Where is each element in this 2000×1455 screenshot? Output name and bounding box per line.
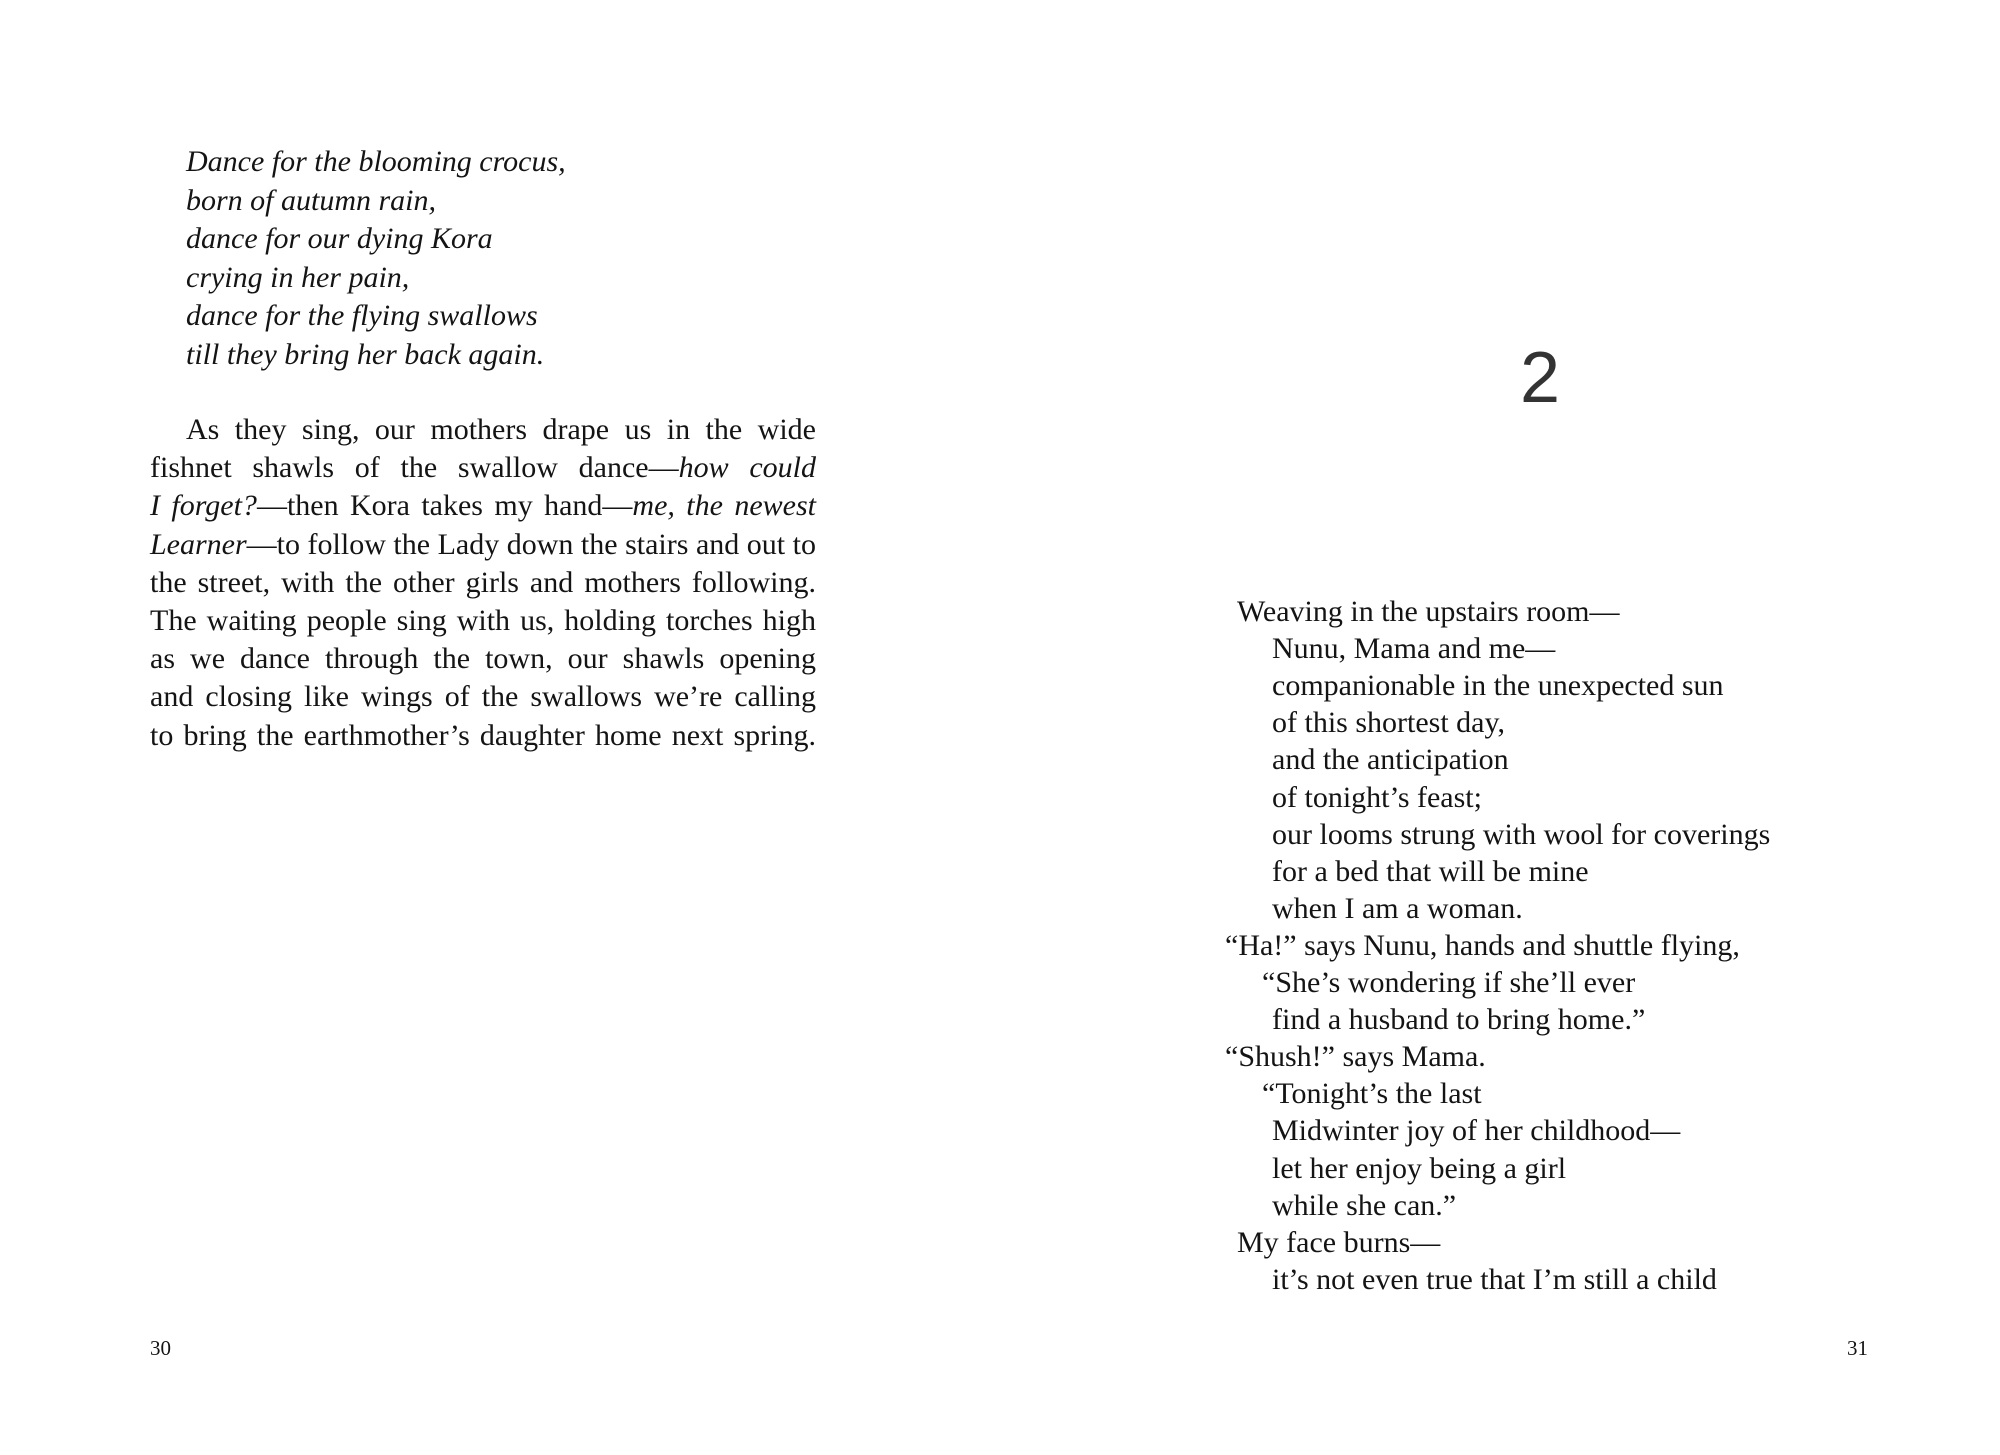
prose-text: —then Kora takes my hand— <box>256 489 633 523</box>
prose-text: the street, with the other girls and mothers following. <box>150 565 816 599</box>
prose-line <box>150 564 816 602</box>
poem-line: and the anticipation <box>1272 743 1509 777</box>
poem-line: our looms strung with wool for coverings <box>1272 817 1771 851</box>
verse-line: dance for the flying swallows <box>186 299 538 332</box>
prose-line <box>150 717 816 755</box>
prose-line <box>150 602 816 640</box>
prose-italic-text: me, the newest <box>632 489 816 523</box>
poem-line: of tonight’s feast; <box>1272 780 1482 814</box>
prose-line <box>150 678 816 716</box>
prose-text: to bring the earthmother’s daughter home next spring. <box>150 718 816 752</box>
prose-line <box>150 640 816 678</box>
verse-line: crying in her pain, <box>186 260 410 294</box>
verse-line: Dance for the blooming crocus, <box>186 145 566 178</box>
poem-line: for a bed that will be mine <box>1272 854 1589 888</box>
prose-italic-text: Learner <box>150 527 247 561</box>
prose-line <box>150 449 816 487</box>
poem-line: Nunu, Mama and me— <box>1272 632 1556 666</box>
page-number-left: 30 <box>150 1336 171 1360</box>
poem-line: “She’s wondering if she’ll ever <box>1262 966 1636 999</box>
right-page <box>1000 0 2000 1455</box>
poem-line: “Shush!” says Mama. <box>1225 1040 1486 1074</box>
prose-text: fishnet shawls of the swallow dance— <box>150 451 679 485</box>
poem-line: “Ha!” says Nunu, hands and shuttle flying, <box>1225 928 1740 962</box>
prose-text: —to follow the Lady down the stairs and out to <box>246 527 816 561</box>
poem-line: Weaving in the upstairs room— <box>1237 595 1620 628</box>
prose-paragraph <box>150 411 816 755</box>
prose-line <box>150 411 816 449</box>
prose-text: and closing like wings of the swallows we’re calling <box>150 680 816 714</box>
verse-stanza <box>186 143 566 374</box>
poem-line: let her enjoy being a girl <box>1272 1151 1567 1185</box>
prose-italic-text: I forget? <box>150 489 257 523</box>
chapter-number: 2 <box>1519 338 1560 418</box>
prose-text: as we dance through the town, our shawls opening <box>150 642 816 676</box>
prose-line <box>150 487 816 525</box>
page-number-right: 31 <box>1847 1336 1868 1360</box>
prose-italic-text: how could <box>678 451 816 485</box>
verse-line: born of autumn rain, <box>186 183 437 217</box>
poem-line: while she can.” <box>1272 1188 1457 1222</box>
prose-text: The waiting people sing with us, holding torches high <box>150 603 816 637</box>
verse-line: dance for our dying Kora <box>186 222 493 255</box>
poem-line: My face burns— <box>1237 1225 1441 1259</box>
poem-line: companionable in the unexpected sun <box>1272 669 1724 703</box>
poem-line: when I am a woman. <box>1272 891 1523 925</box>
poem-line: find a husband to bring home.” <box>1272 1003 1646 1037</box>
prose-line <box>150 526 816 564</box>
poem-line: it’s not even true that I’m still a child <box>1272 1262 1717 1296</box>
poem-line: Midwinter joy of her childhood— <box>1272 1114 1681 1148</box>
prose-text: As they sing, our mothers drape us in the wide <box>186 413 816 446</box>
poem-line: “Tonight’s the last <box>1262 1077 1482 1111</box>
verse-line: till they bring her back again. <box>186 337 545 371</box>
poem-line: of this shortest day, <box>1272 706 1506 740</box>
